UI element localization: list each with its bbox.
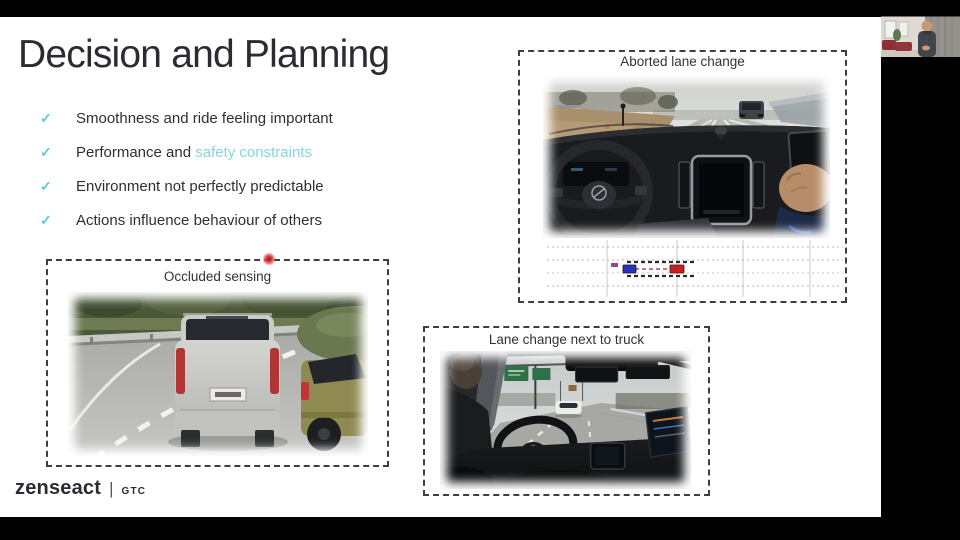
bullet-list <box>40 110 333 246</box>
ego-vehicle-marker <box>623 265 636 273</box>
highlight-text: safety constraints <box>195 144 312 161</box>
panel-occluded-sensing <box>46 259 389 467</box>
brand-name: zenseact <box>15 477 102 499</box>
check-icon: ✓ <box>40 144 52 160</box>
check-icon: ✓ <box>40 110 52 126</box>
footer-logo <box>15 477 146 500</box>
presentation-slide <box>0 17 881 517</box>
webcam-video <box>881 14 960 60</box>
trajectory-plot <box>545 240 845 297</box>
lead-car <box>739 101 764 119</box>
bullet-text: Actions influence behaviour of others <box>76 212 322 229</box>
panel-title: Occluded sensing <box>163 269 272 284</box>
dashcam-photo-lane-change-truck <box>440 351 691 489</box>
webcam-thumbnail[interactable] <box>881 14 960 60</box>
panel-lane-change-next-to-truck <box>423 326 710 496</box>
check-icon: ✓ <box>40 178 52 194</box>
silver-suv <box>175 313 280 447</box>
page-title: Decision and Planning <box>18 33 390 76</box>
bullet-text: Smoothness and ride feeling important <box>76 110 333 127</box>
bullet-item <box>40 110 333 127</box>
dashcam-scene-truck <box>440 351 691 489</box>
occluded-car <box>297 306 368 451</box>
brand-separator: | <box>109 479 114 498</box>
laser-pointer-dot <box>263 253 275 265</box>
target-vehicle-marker <box>670 265 684 273</box>
laptop <box>646 407 691 457</box>
panel-aborted-lane-change <box>518 50 847 303</box>
panel-title: Lane change next to truck <box>488 332 645 347</box>
road-scene <box>68 292 368 456</box>
panel-title: Aborted lane change <box>620 54 745 69</box>
highway-sign <box>504 366 528 381</box>
event-label: GTC <box>121 486 147 497</box>
bullet-text: Performance and safety constraints <box>76 144 312 161</box>
bullet-text: Environment not perfectly predictable <box>76 178 324 195</box>
dashcam-photo-aborted-lane-change <box>543 76 830 238</box>
road-photo-occluded-sensing <box>68 292 368 456</box>
bullet-item <box>40 212 333 229</box>
other-agent-marker <box>611 263 618 267</box>
white-car-ahead <box>554 401 582 418</box>
dashcam-scene <box>543 76 830 238</box>
plant <box>893 29 901 41</box>
highway-sign <box>532 368 550 380</box>
bullet-item <box>40 178 333 195</box>
bullet-item <box>40 144 333 161</box>
check-icon: ✓ <box>40 212 52 228</box>
